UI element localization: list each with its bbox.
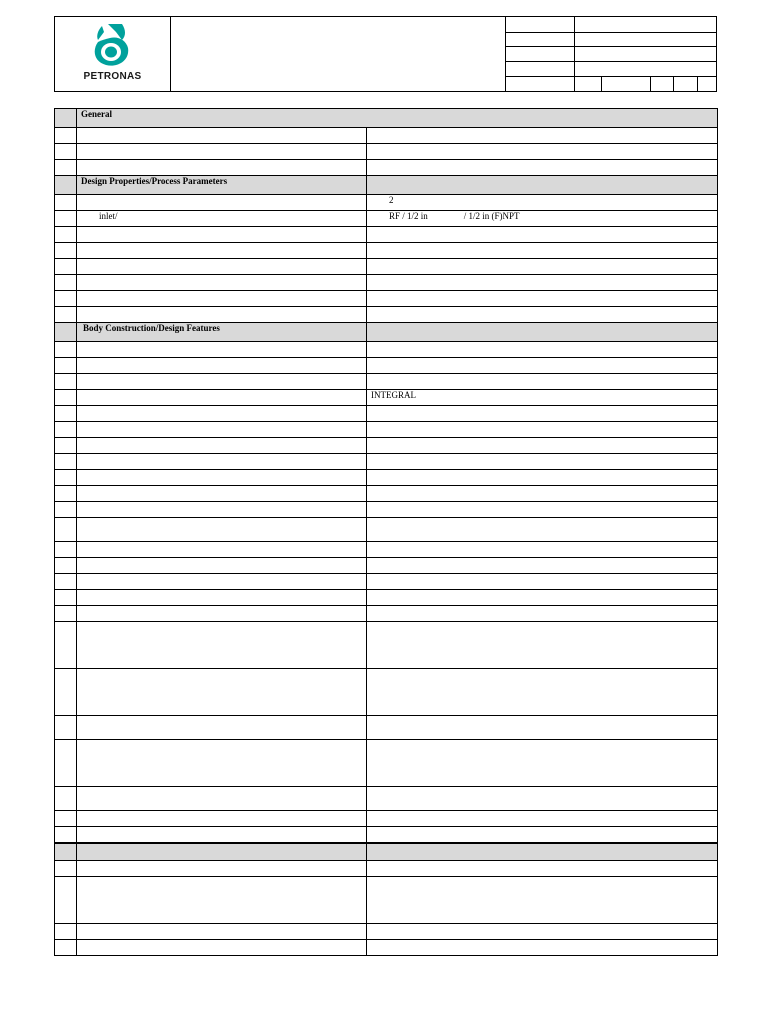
table-row [55, 374, 718, 390]
table-row [55, 390, 718, 406]
table-row [55, 622, 718, 669]
section-row-blank [55, 843, 718, 861]
datasheet-table [54, 108, 718, 956]
table-row [55, 422, 718, 438]
table-row [55, 877, 718, 924]
section-title-design: Design Properties/Process Parameters [77, 176, 367, 195]
section-title-general: General [77, 109, 718, 128]
table-row [55, 827, 718, 843]
table-row [55, 128, 718, 144]
table-row [55, 144, 718, 160]
table-row [55, 342, 718, 358]
table-row [55, 243, 718, 259]
table-row [55, 811, 718, 827]
section-title-body: Body Construction/Design Features [77, 323, 367, 342]
section-row-body [55, 323, 718, 342]
table-row [55, 518, 718, 542]
table-row [55, 160, 718, 176]
title-cell [170, 17, 506, 91]
table-row [55, 454, 718, 470]
table-row [55, 195, 718, 211]
table-row [55, 924, 718, 940]
table-row [55, 470, 718, 486]
table-row [55, 227, 718, 243]
table-row [55, 787, 718, 811]
table-row [55, 307, 718, 323]
petronas-logo-icon [88, 22, 136, 68]
table-row [55, 211, 718, 227]
table-row [55, 358, 718, 374]
table-row [55, 259, 718, 275]
table-row [55, 406, 718, 422]
table-row [55, 486, 718, 502]
table-row [55, 574, 718, 590]
table-row [55, 542, 718, 558]
table-row [55, 669, 718, 716]
inlet-value: RF / 1/2 in [389, 211, 428, 221]
document-meta-grid [505, 17, 716, 91]
inlet-label: inlet/ [77, 211, 367, 227]
section-row-design [55, 176, 718, 195]
table-row [55, 438, 718, 454]
outlet-value: / 1/2 in (F)NPT [463, 211, 520, 221]
table-row [55, 590, 718, 606]
table-row [55, 291, 718, 307]
table-row [55, 740, 718, 787]
table-row [55, 606, 718, 622]
table-row [55, 716, 718, 740]
logo-cell [55, 17, 171, 91]
table-row [55, 502, 718, 518]
table-row [55, 861, 718, 877]
section-row-general [55, 109, 718, 128]
inlet-outlet-value [367, 211, 718, 227]
bonnet-value: INTEGRAL [367, 390, 718, 406]
table-row [55, 940, 718, 956]
table-row [55, 558, 718, 574]
logo-text: PETRONAS [83, 71, 142, 82]
document-header [54, 16, 717, 92]
quantity-value: 2 [367, 195, 718, 211]
table-row [55, 275, 718, 291]
